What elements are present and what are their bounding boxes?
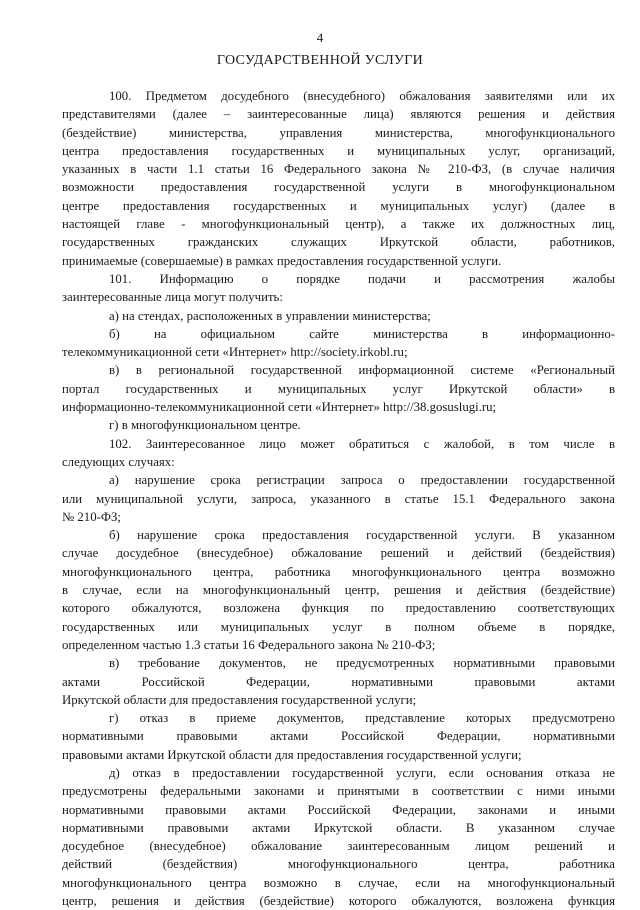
text-line: № 210-ФЗ;	[62, 509, 121, 524]
text-line: а) нарушение срока регистрации запроса о предоставлении государственной	[109, 473, 615, 488]
text-line: б) нарушение срока предоставления государственной услуги. В указанном	[109, 528, 615, 543]
text-line: в) в региональной государственной информационной системе «Региональный	[109, 363, 615, 378]
section-title: ГОСУДАРСТВЕННОЙ УСЛУГИ	[216, 53, 424, 68]
text-line: возможности предоставления государственной услуги в многофункциональном	[62, 180, 615, 195]
text-line: центра предоставления государственных и муниципальных услуг, организаций,	[62, 143, 615, 158]
text-line: многофункционального центра возможно в случае, если на многофункциональный	[62, 875, 615, 890]
text-line: нормативными правовыми актами Российской Федерации, законами и иными	[62, 802, 615, 817]
page-number: 4	[316, 30, 324, 45]
text-line: а) на стендах, расположенных в управлении министерства;	[109, 308, 431, 323]
text-line: многофункционального центра, работника многофункционального центра возможно	[62, 564, 615, 579]
text-line: принимаемые (совершаемые) в рамках предоставления государственной услуги.	[62, 253, 502, 268]
text-line: информационно-телекоммуникационной сети «Интернет» http://38.gosuslugi.ru;	[62, 400, 497, 415]
text-line: или муниципальной услуги, запроса, указанного в статье 15.1 Федерального закона	[62, 491, 615, 506]
text-line: г) в многофункциональном центре.	[109, 418, 301, 433]
text-line: заинтересованные лица могут получить:	[62, 290, 283, 305]
text-line: нормативными правовыми актами Иркутской области. В указанном случае	[62, 820, 615, 835]
text-line: портал государственных и муниципальных услуг Иркутской области» в	[62, 381, 615, 396]
text-line: г) отказ в приеме документов, представление которых предусмотрено	[109, 711, 615, 726]
body-text	[62, 87, 615, 910]
text-line: актами Российской Федерации, нормативными правовыми актами	[62, 674, 615, 689]
text-line: случае досудебное (внесудебное) обжалование решений и действий (бездействия)	[62, 546, 615, 561]
text-line: (бездействие) министерства, управления министерства, многофункционального	[62, 125, 615, 140]
text-line: которого обжалуются, возложена функция по предоставлению соответствующих	[62, 601, 615, 616]
text-line: настоящей главе - многофункциональный центр), а также их должностных лиц,	[62, 217, 615, 232]
text-line: Иркутской области для предоставления государственной услуги;	[62, 692, 417, 707]
text-line: 102. Заинтересованное лицо может обратиться с жалобой, в том числе в	[109, 436, 615, 451]
text-line: 100. Предметом досудебного (внесудебного) обжалования заявителями или их	[109, 89, 615, 103]
text-line: определенном частью 1.3 статьи 16 Федерального закона № 210-ФЗ;	[62, 637, 436, 652]
text-line: государственных гражданских служащих Иркутской области, работников,	[62, 235, 615, 250]
text-line: в) требование документов, не предусмотренных нормативными правовыми	[109, 656, 615, 671]
text-line: предусмотрены федеральными законами и принятыми в соответствии с ними иными	[62, 784, 615, 799]
text-line: следующих случаях:	[62, 454, 175, 469]
text-line: б) на официальном сайте министерства в информационно-	[109, 326, 615, 341]
text-line: правовыми актами Иркутской области для предоставления государственной услуги;	[62, 747, 522, 762]
text-line: в случае, если на многофункциональный центр, решения и действия (бездействие)	[62, 583, 615, 598]
text-line: д) отказ в предоставлении государственной услуги, если основания отказа не	[109, 765, 615, 780]
text-line: указанных в части 1.1 статьи 16 Федерального закона № 210-ФЗ, (в случае наличия	[62, 162, 615, 177]
text-line: нормативными правовыми актами Российской Федерации, нормативными	[62, 729, 615, 744]
text-line: действий (бездействия) многофункционального центра, работника	[62, 857, 615, 872]
text-line: центр, решения и действия (бездействие) которого обжалуются, возложена функция	[62, 894, 615, 909]
text-line: центре предоставления государственных и муниципальных услуг) (далее в	[62, 198, 615, 213]
text-line: 101. Информацию о порядке подачи и рассмотрения жалобы	[109, 271, 615, 286]
text-line: телекоммуникационной сети «Интернет» http://society.irkobl.ru;	[62, 345, 408, 360]
text-line: представителями (далее – заинтересованные лица) являются решения и действия	[62, 107, 615, 122]
text-line: досудебное (внесудебное) обжалование заинтересованным лицом решений и	[62, 839, 615, 854]
text-line: государственных или муниципальных услуг в полном объеме в порядке,	[62, 619, 615, 634]
